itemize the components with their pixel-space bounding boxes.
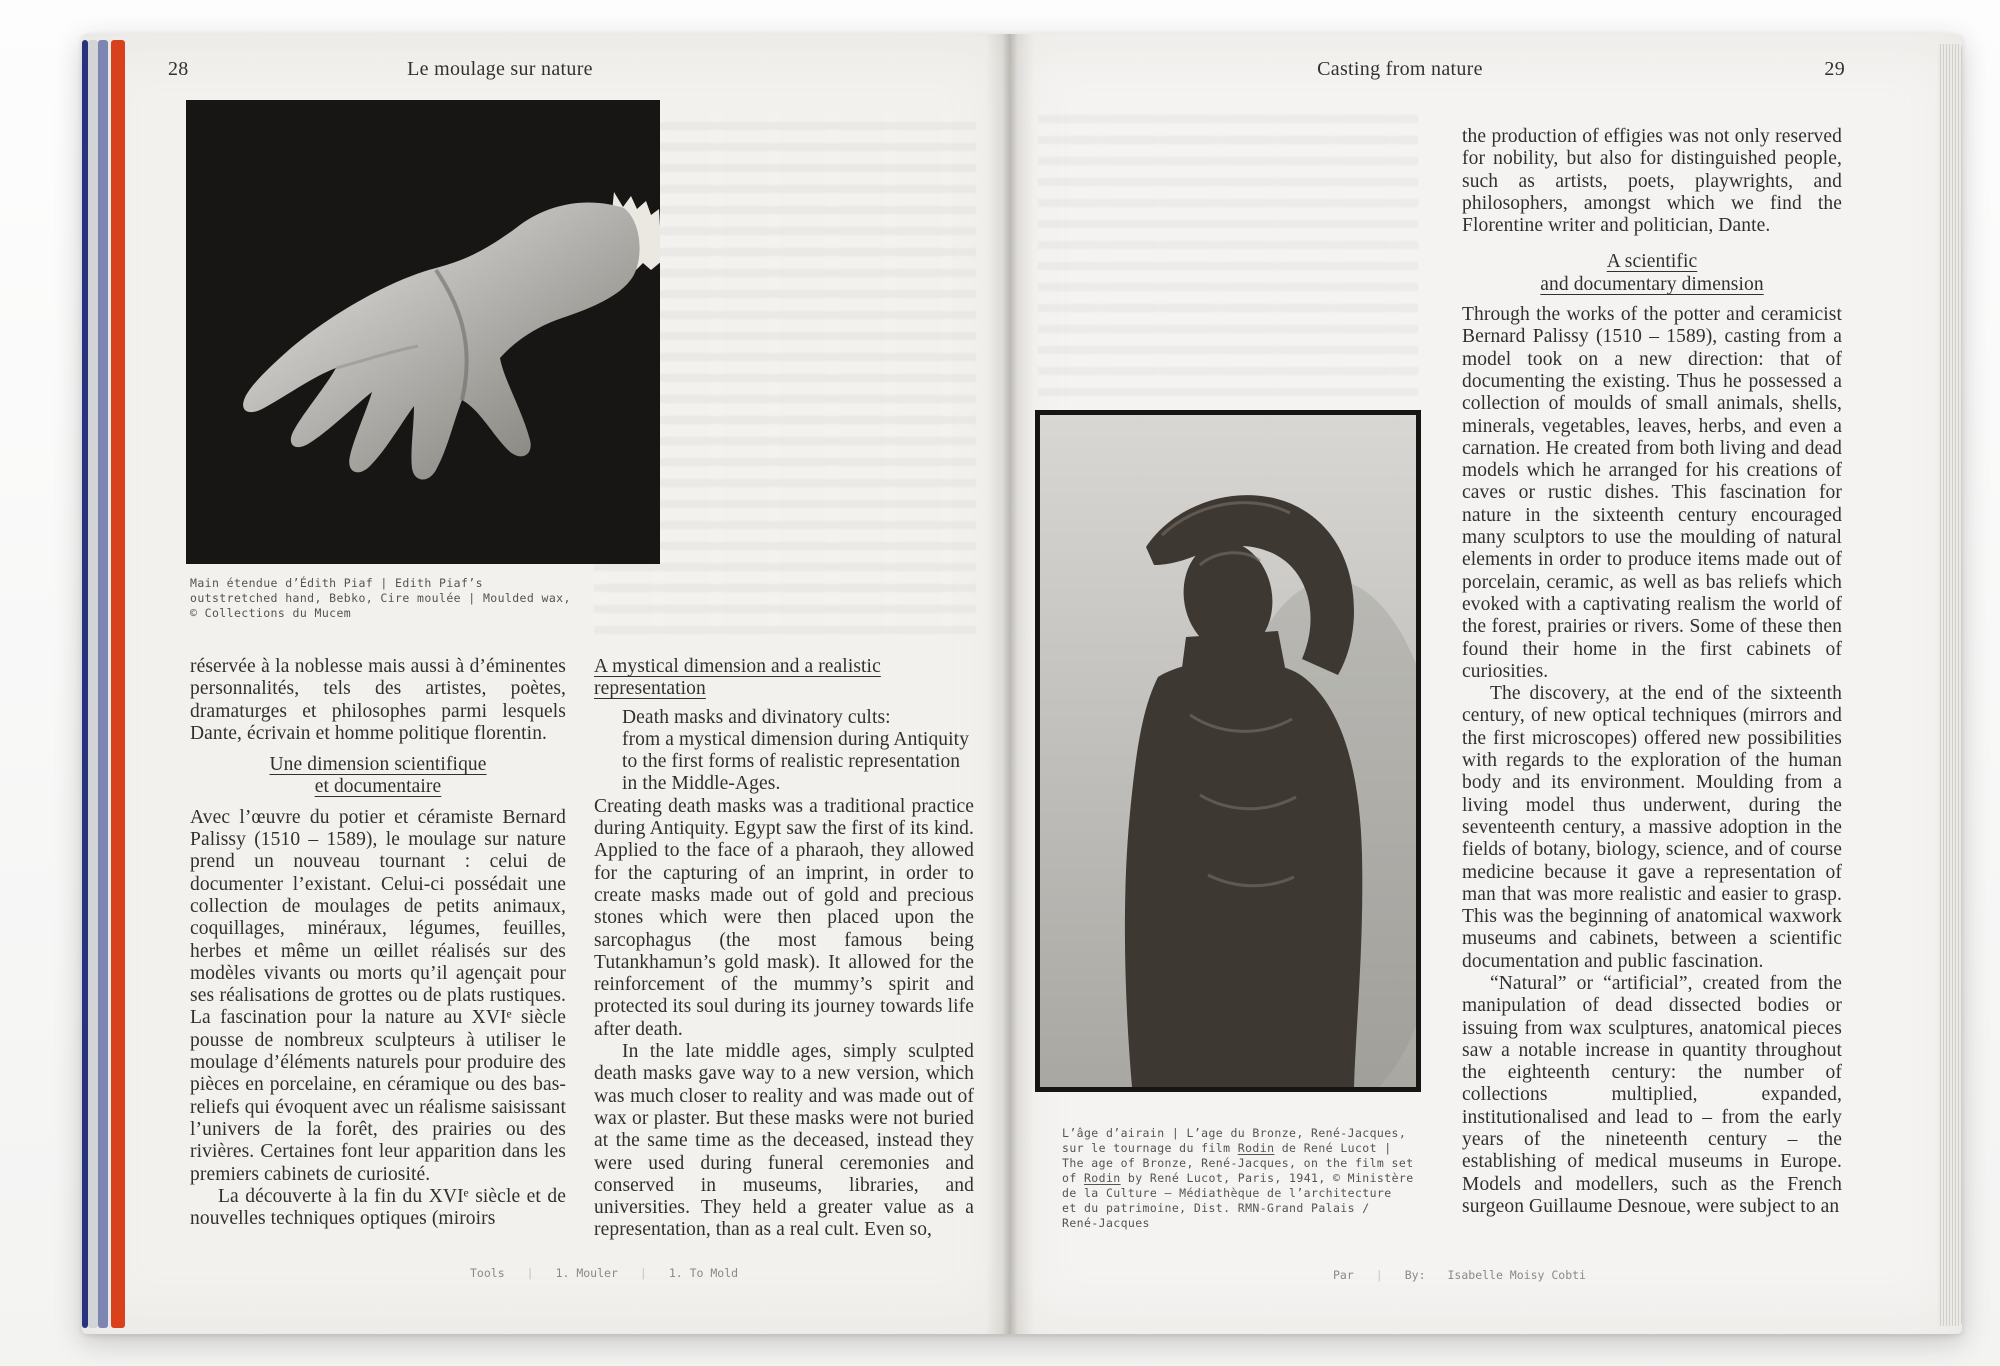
caption-line: René-Jacques bbox=[1062, 1216, 1150, 1230]
right-page-footer bbox=[1333, 1268, 1586, 1282]
caption-line bbox=[1062, 1141, 1442, 1156]
stanza-line: Death masks and divinatory cults: bbox=[622, 706, 891, 728]
paragraph: Avec l’œuvre du potier et céramiste Bernard Palissy (1510 – 1589), le moulage sur nature prend un nouveau tournant : celui de documenter l’existant. Celui-ci possédait une collection de moulages de petits animaux, coquillages, minéraux, légumes, feuilles, herbes et même un œillet réalisés sur des modèles vivants ou morts qu’il agençait pour ses réalisations de grottes ou de plats rustiques. La fascination pour la nature au XVIᵉ siècle pousse de nombreux sculpteurs à utiliser le moulage d’éléments naturels pour produire des pièces en porcelaine, en céramique ou des bas-reliefs qui évoquent avec un réalisme saisissant l’univers de la forêt, des prairies ou des rivières. Certaines font leur apparition dans les premiers cabinets de curiosité. bbox=[190, 806, 566, 1185]
hand-photo-caption bbox=[190, 576, 590, 621]
caption-line bbox=[1062, 1171, 1442, 1186]
page-edges-right bbox=[1938, 44, 1962, 1326]
stanza-line: in the Middle-Ages. bbox=[622, 773, 781, 795]
caption-text: by René Lucot, Paris, 1941, © Ministère bbox=[1120, 1171, 1414, 1185]
left-page-footer bbox=[470, 1266, 738, 1280]
footer-separator: | bbox=[1375, 1268, 1383, 1282]
hand-photo-illustration bbox=[186, 100, 660, 564]
paragraph: In the late middle ages, simply sculpted death masks gave way to a new version, which was much closer to reality and was made out of wax or plaster. But these masks were not buried at the same time as the deceased, instead they were used during funeral ceremonies and conserved in museums, libraries, and universities. They held a greater value as a representation, than as a real cult. Even so, bbox=[594, 1041, 974, 1241]
caption-line: Main étendue d’Édith Piaf | Edith Piaf’s bbox=[190, 576, 483, 590]
section-heading-french bbox=[190, 754, 566, 799]
right-page-column bbox=[1462, 126, 1842, 1218]
heading-line: and documentary dimension bbox=[1540, 273, 1764, 295]
caption-text: of bbox=[1062, 1171, 1084, 1185]
running-title-right: Casting from nature bbox=[1317, 58, 1483, 80]
page-number-left: 28 bbox=[168, 58, 189, 80]
stanza bbox=[622, 707, 974, 796]
paragraph: La découverte à la fin du XVIᵉ siècle et de nouvelles techniques optiques (miroirs bbox=[190, 1185, 566, 1230]
left-page-column-french bbox=[190, 656, 566, 1230]
paragraph: Through the works of the potter and ceramicist Bernard Palissy (1510 – 1589), casting from a model took on a new direction: that of documenting the existing. Thus he possessed a collection of moulds of small animals, shells, minerals, vegetables, leaves, herbs, and even a carnation. He created from both living and dead models which he arranged for his creations of caves or rustic dishes. This fascination for nature in the sixteenth century encouraged many sculptors to use the moulding of natural elements in order to produce items made out of porcelain, ceramic, as well as bas reliefs which evoked with a captivating realism the world of the forest, prairies or rivers. Some of these then found their home in the first cabinets of curiosities. bbox=[1462, 304, 1842, 682]
statue-photo bbox=[1035, 410, 1421, 1092]
caption-line: © Collections du Mucem bbox=[190, 606, 352, 620]
fore-edge-stripe-periwinkle bbox=[98, 40, 108, 1328]
paragraph: The discovery, at the end of the sixteenth century, of new optical techniques (mirrors and the first microscopes) offered new possibilities with regards to the exploration of the human body and its environment. Moulding from a living model thus underwent, during the seventeenth century, a massive adoption in the fields of botany, biology, science, and of course medicine because it gave a representation of man that was more realistic and easier to grasp. This was the beginning of anatomical waxwork museums and cabinets, between a scientific documentation and public fascination. bbox=[1462, 683, 1842, 972]
footer-separator: | bbox=[639, 1266, 647, 1280]
caption-line: outstretched hand, Bebko, Cire moulée | Moulded wax, bbox=[190, 591, 571, 605]
hand-photo bbox=[186, 100, 660, 564]
footer-item: Par bbox=[1333, 1268, 1354, 1282]
section-heading-right bbox=[1462, 251, 1842, 296]
heading-line: Une dimension scientifique bbox=[269, 754, 487, 776]
footer-separator: | bbox=[526, 1266, 534, 1280]
statue-photo-illustration bbox=[1040, 415, 1416, 1087]
footer-item: 1. To Mold bbox=[668, 1266, 739, 1280]
stanza-line: from a mystical dimension during Antiquity bbox=[622, 728, 970, 750]
left-page-column-english bbox=[594, 656, 974, 1242]
page-number-right: 29 bbox=[1824, 58, 1845, 80]
caption-line: L’âge d’airain | L’age du Bronze, René-Jacques, bbox=[1062, 1126, 1407, 1140]
caption-text: sur le tournage du film bbox=[1062, 1141, 1238, 1155]
paragraph: Creating death masks was a traditional practice during Antiquity. Egypt saw the first of its kind. Applied to the face of a pharaoh, they allowed for the capturing of an imprint, in order to create masks made out of gold and precious stones which were then placed upon the sarcophagus (the most famous being Tutankhamun’s gold mask). It allowed for the reinforcement of the mummy’s spirit and protected its soul during its journey towards life after death. bbox=[594, 795, 974, 1040]
stanza-line: to the first forms of realistic representation bbox=[622, 751, 961, 773]
paragraph: “Natural” or “artificial”, created from the manipulation of dead dissected bodies or issuing from wax sculptures, anatomical pieces saw a notable increase in quantity throughout the eighteenth century: the number of collections multiplied, expanded, institutionalised and lead to – from the early years of the nineteenth century – the establishing of medical museums in Europe. Models and modellers, such as the French surgeon Guillaume Desnoue, were subject to an bbox=[1462, 972, 1842, 1217]
fore-edge-stripe-red bbox=[111, 40, 125, 1328]
book-spine-shadow bbox=[986, 34, 1034, 1334]
paragraph: réservée à la noblesse mais aussi à d’éminentes personnalités, tels des artistes, poètes, dramaturges et philosophes parmi lesquels Dante, écrivain et homme politique florentin. bbox=[190, 656, 566, 744]
heading-text: A mystical dimension and a realistic representation bbox=[594, 656, 881, 700]
caption-line: et du patrimoine, Dist. RMN-Grand Palais / bbox=[1062, 1201, 1370, 1215]
heading-line: A scientific bbox=[1606, 251, 1698, 273]
statue-photo-caption bbox=[1062, 1126, 1442, 1231]
statue-torso bbox=[1125, 660, 1362, 1087]
paragraph: the production of effigies was not only reserved for nobility, but also for distinguished people, such as artists, poets, playwrights, and philosophers, amongst which we find the Florentine writer and politician, Dante. bbox=[1462, 126, 1842, 237]
caption-film-title: Rodin bbox=[1083, 1171, 1121, 1185]
running-title-left: Le moulage sur nature bbox=[407, 58, 593, 80]
caption-film-title: Rodin bbox=[1237, 1141, 1275, 1155]
heading-line: et documentaire bbox=[314, 776, 442, 798]
caption-text: de René Lucot | bbox=[1274, 1141, 1392, 1155]
fore-edge-stripe-gray bbox=[88, 40, 98, 1328]
footer-item: Isabelle Moisy Cobti bbox=[1447, 1268, 1586, 1282]
caption-line: de la Culture – Médiathèque de l’architecture bbox=[1062, 1186, 1392, 1200]
footer-item: 1. Mouler bbox=[555, 1266, 618, 1280]
footer-item: Tools bbox=[470, 1266, 505, 1280]
bleed-through-text-right-page bbox=[1038, 106, 1418, 396]
caption-line: The age of Bronze, René-Jacques, on the film set bbox=[1062, 1156, 1414, 1170]
footer-item: By: bbox=[1404, 1268, 1426, 1282]
section-heading-english bbox=[594, 656, 974, 701]
